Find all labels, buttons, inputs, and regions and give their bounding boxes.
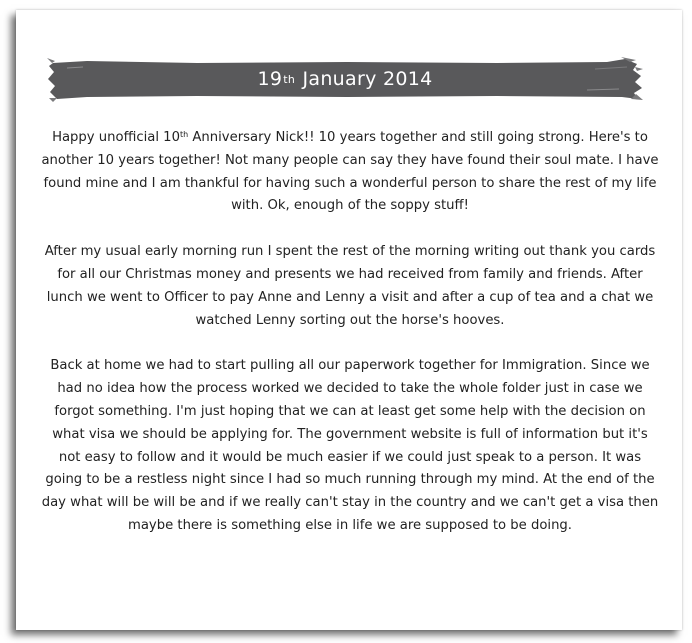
date-suffix: th [283, 72, 296, 86]
entry-date [47, 54, 643, 104]
paragraph-anniversary [40, 124, 660, 218]
paragraph-anniversary-rest: Anniversary Nick!! 10 years together and still going strong. Here's to another 10 years together! Not many people can say they have found their soul mate. I have found mine and I am thankful for having such a wonderful person to share the rest of my life with. Ok, enough of the soppy stuff! [41, 130, 659, 214]
date-banner [47, 54, 643, 104]
paragraph-immigration: Back at home we had to start pulling all our paperwork together for Immigration. Since we had no idea how the process worked we decided to take the whole folder just in case we forgot something. I'm just hoping that we can at least get some help with the decision on what visa we should be applying for. The government website is full of information but it's not easy to follow and it would be much easier if we could just speak to a person. It was going to be a restless night since I had so much running through my mind. At the end of the day what will be will be and if we really can't stay in the country and we can't get a visa then maybe there is something else in life we are supposed to be doing. [41, 358, 659, 533]
date-day: 19 [257, 68, 283, 90]
journal-entry [40, 124, 660, 561]
journal-page [16, 10, 682, 630]
ordinal-suffix: th [179, 130, 189, 139]
paragraph-anniversary-start: Happy unofficial 10 [52, 130, 180, 145]
paragraph-morning: After my usual early morning run I spent the rest of the morning writing out thank you cards for all our Christmas money and presents we had received from family and friends. After lunch we went to Officer to pay Anne and Lenny a visit and after a cup of tea and a chat we watched Lenny sorting out the horse's hooves. [44, 244, 656, 328]
date-month-year: January 2014 [302, 68, 433, 90]
